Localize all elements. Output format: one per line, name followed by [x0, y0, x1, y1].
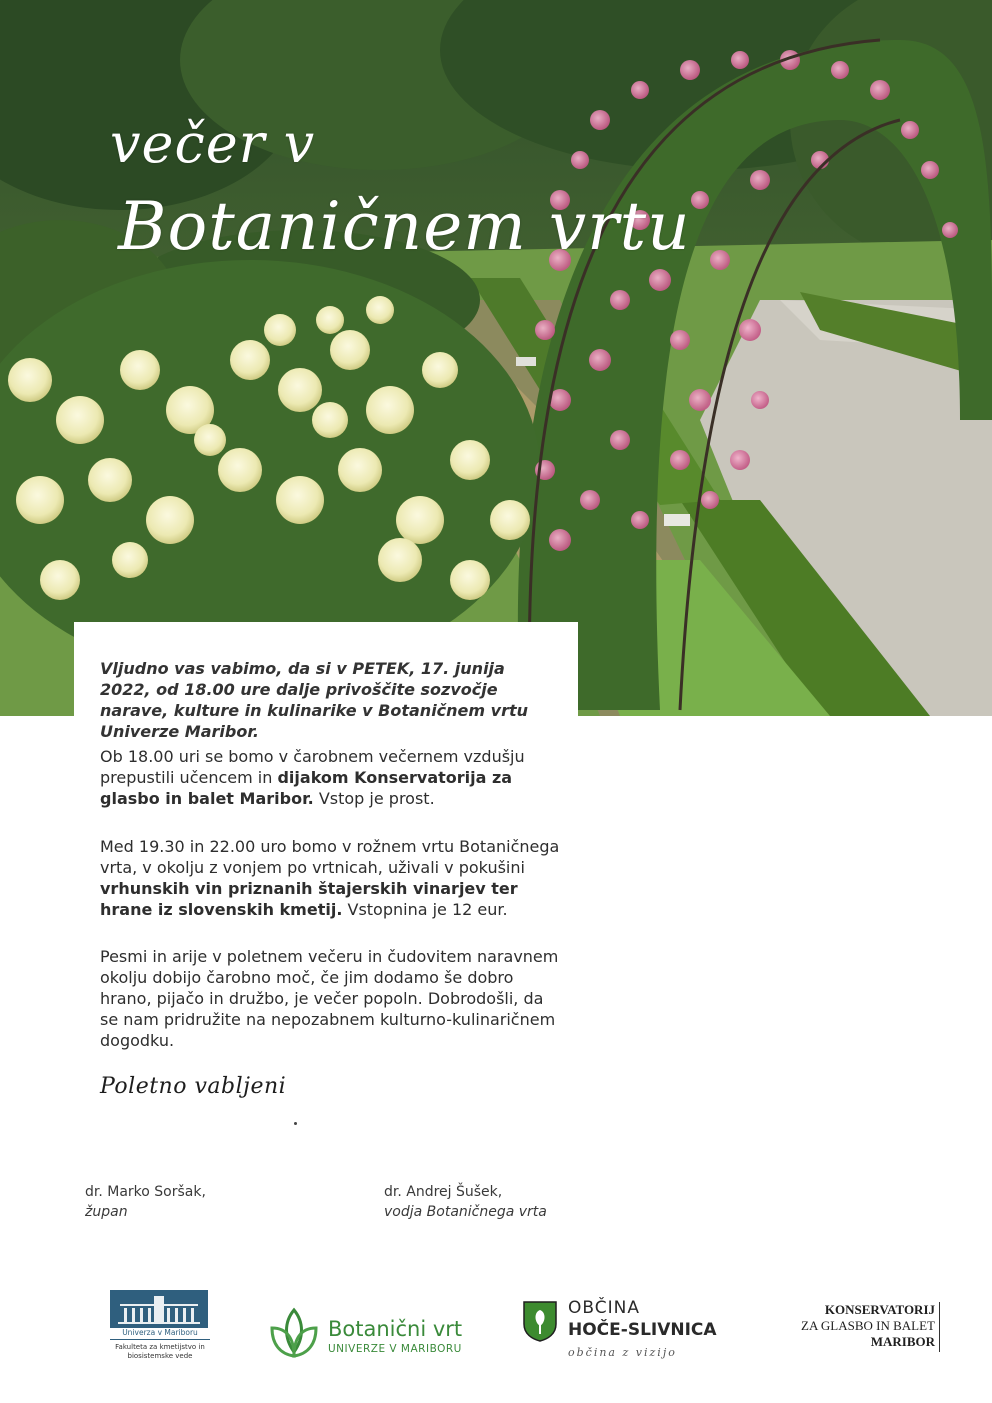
signoff: Poletno vabljeni — [100, 1074, 287, 1099]
conservatory-logo — [784, 1302, 940, 1352]
signatory-role: vodja Botaničnega vrta — [384, 1204, 547, 1220]
invitation-paragraph-tasting: Med 19.30 in 22.00 uro bomo v rožnem vrtu Botaničnega vrta, v okolju z vonjem po vrtnicah, uživali v pokušini vrhunskih vin priznanih štajerskih vinarjev ter hrane iz slovenskih kmetij. Vstopnina je 12 eur. — [100, 837, 560, 919]
leaves-icon — [264, 1302, 324, 1362]
title-line-2: Botaničnem vrtu — [118, 188, 691, 265]
signatory-mayor — [85, 1182, 206, 1222]
botanical-garden-name: Botanični vrt — [328, 1317, 463, 1341]
invitation-intro: Vljudno vas vabimo, da si v PETEK, 17. junija 2022, od 18.00 ure dalje privoščite sozvočje narave, kulture in kulinarike v Botaničnem vrtu Univerze Maribor. — [100, 659, 529, 741]
university-building-icon — [110, 1290, 208, 1328]
signatory-name: dr. Andrej Šušek, — [384, 1184, 503, 1200]
decorative-dot — [294, 1122, 297, 1125]
municipality-label: OBČINA — [568, 1298, 640, 1318]
university-maribor-logo — [110, 1290, 210, 1361]
hoce-slivnica-logo — [522, 1298, 732, 1364]
conservatory-line-2: ZA GLASBO IN BALET — [801, 1318, 935, 1333]
invitation-paragraph-closing: Pesmi in arije v poletnem večeru in čudovitem naravnem okolju dobijo čarobno moč, če jim dodamo še dobro hrano, pijačo in družbo, je večer popoln. Dobrodošli, da se nam pridružite na nepozabnem kulturno-kulinaričnem dogodku. — [100, 947, 559, 1050]
signatory-name: dr. Marko Soršak, — [85, 1184, 206, 1200]
divider — [110, 1339, 210, 1340]
invitation-card — [74, 622, 578, 1142]
signatory-role: župan — [85, 1204, 128, 1220]
invitation-paragraph-concert: Ob 18.00 uri se bomo v čarobnem večernem vzdušju prepustili učencem in dijakom Konservatorija za glasbo in balet Maribor. Vstop je prost. — [100, 747, 525, 808]
title-line-1: večer v — [110, 112, 316, 175]
botanical-garden-logo — [264, 1302, 464, 1362]
botanical-garden-subtitle: UNIVERZE V MARIBORU — [328, 1343, 462, 1355]
conservatory-line-1: KONSERVATORIJ — [824, 1302, 935, 1317]
signatory-garden-head — [384, 1182, 547, 1222]
faculty-name: Fakulteta za kmetijstvo in biosistemske vede — [115, 1343, 205, 1360]
municipality-name: HOČE-SLIVNICA — [568, 1320, 717, 1340]
conservatory-line-3: MARIBOR — [870, 1334, 935, 1349]
municipality-slogan: občina z vizijo — [568, 1346, 677, 1359]
university-name: Univerza v Mariboru — [122, 1328, 198, 1337]
coat-of-arms-icon — [522, 1300, 558, 1342]
